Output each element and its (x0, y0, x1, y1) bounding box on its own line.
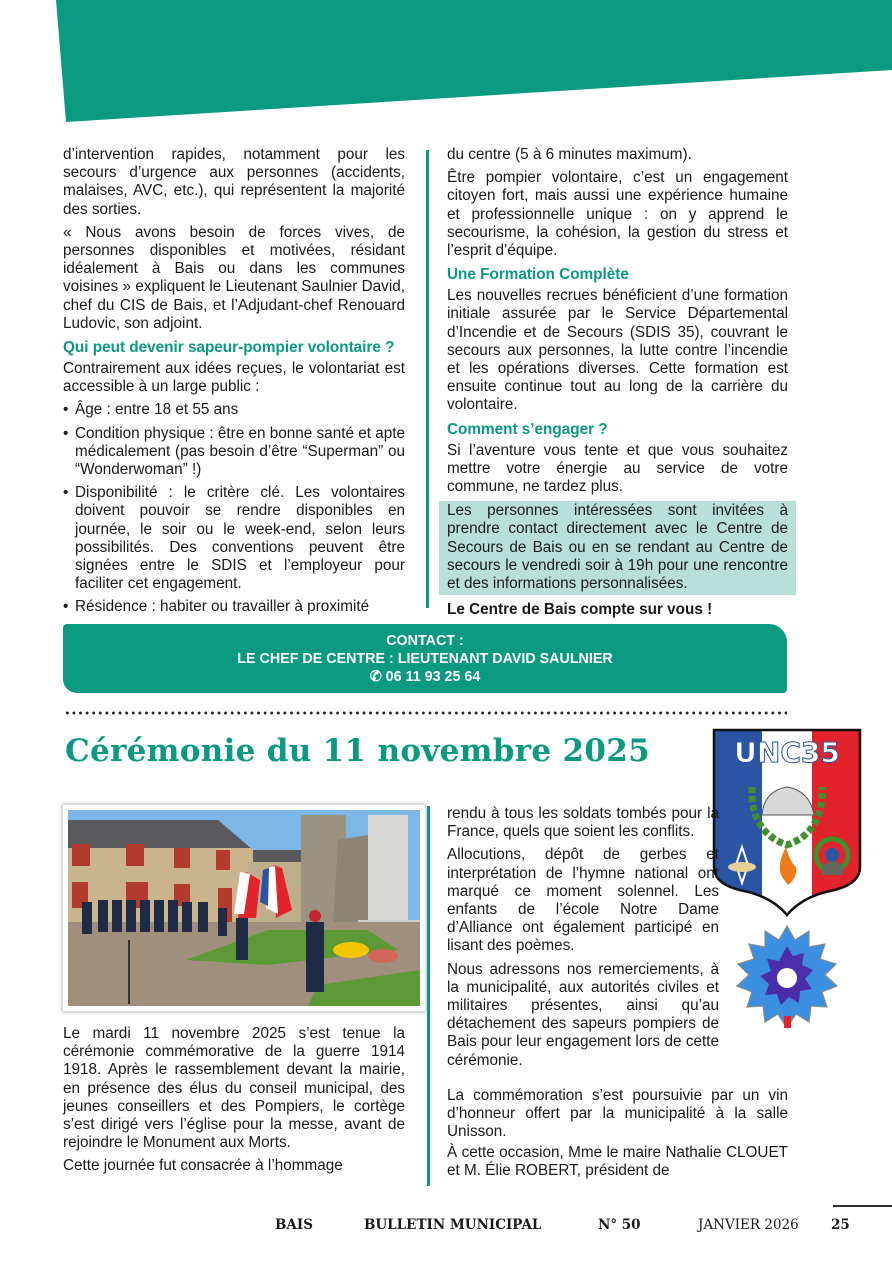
heading-who-can-join: Qui peut devenir sapeur-pompier volontaire ? (63, 339, 395, 357)
footer-town: BAIS (275, 1217, 313, 1233)
list-item: • Résidence : habiter ou travailler à proximité (63, 598, 370, 616)
article2-paragraph: À cette occasion, Mme le maire Nathalie CLOUET et M. Élie ROBERT, président de (447, 1143, 788, 1179)
contact-box (63, 624, 787, 693)
unc35-crest-logo (710, 727, 864, 917)
article2-paragraph: rendu à tous les soldats tombés pour la France, quels que soient les conflits. (447, 805, 719, 841)
bleuet-badge-logo (734, 925, 840, 1031)
ceremony-photo-frame (62, 804, 426, 1012)
bullet-icon: • (63, 424, 69, 442)
article1-paragraph: Contrairement aux idées reçues, le volontariat est accessible à un large public : (63, 360, 405, 396)
footer-rule (833, 1205, 892, 1207)
list-item: • Condition physique : être en bonne santé et apte médicalement (pas besoin d’être “Superman” ou “Wonderwoman” !) (63, 424, 405, 479)
ceremony-photo (68, 810, 420, 1006)
contact-phone[interactable]: 06 11 93 25 64 (385, 668, 481, 685)
article1-quote: « Nous avons besoin de forces vives, de personnes disponibles et motivées, résidant idéalement à Bais ou dans les communes voisines » expliquent le Lieutenant Saulnier David, chef du CIS de Bais, et l’Adjudant-chef Renouard Ludovic, son adjoint. (63, 223, 405, 332)
article1-right-column (447, 146, 788, 624)
article2-paragraph: Allocutions, dépôt de gerbes et interprétation de l’hymne national ont marqué ce moment solennel. Les enfants de l’école Notre Dame d’Alliance ont également participé en lisant des poèmes. (447, 846, 719, 955)
page-footer (0, 1214, 892, 1244)
column-divider (427, 806, 430, 1186)
bullet-icon: • (63, 598, 69, 616)
bullet-icon: • (63, 484, 69, 502)
column-divider (426, 150, 429, 608)
footer-issue: N° 50 (598, 1217, 641, 1233)
closing-line: Le Centre de Bais compte sur vous ! (447, 601, 713, 619)
footer-date: JANVIER 2026 (698, 1217, 799, 1233)
crest-text: UNC35 (734, 736, 840, 769)
article2-paragraph: Le mardi 11 novembre 2025 s’est tenue la cérémonie commémorative de la guerre 1914 1918. Après le rassemblement devant la mairie, en présence des élus du conseil municipal, des jeunes conseillers et des Pompiers, le cortège s’est dirigé vers l’église pour la messe, avant de rejoindre le Monument aux Morts. (63, 1025, 405, 1152)
article2-left-column (63, 1025, 405, 1181)
article1-paragraph: du centre (5 à 6 minutes maximum). (447, 146, 692, 163)
heading-training: Une Formation Complète (447, 266, 629, 284)
article1-paragraph: Être pompier volontaire, c’est un engagement citoyen fort, mais aussi une expérience humaine et professionnelle unique : on y apprend le secourisme, la cohésion, la gestion du stress et l’esprit d’équipe. (447, 169, 788, 260)
article2-paragraph: Nous adressons nos remerciements, à la municipalité, aux autorités civiles et militaires présentes, ainsi qu’au détachement des sapeurs pompiers de Bais pour leur engagement lors de cette cérémonie. (447, 960, 719, 1069)
contact-name: LE CHEF DE CENTRE : LIEUTENANT DAVID SAULNIER (237, 650, 613, 667)
dotted-separator (64, 710, 787, 716)
page-number: 25 (831, 1217, 850, 1233)
article1-paragraph: Les nouvelles recrues bénéficient d’une formation initiale assurée par le Service Départemental d’Incendie et de Secours (SDIS 35), couvrant le secours aux personnes, la lutte contre l’incendie et les opérations diverses. Cette formation est ensuite continue tout au long de la carrière du volontaire. (447, 287, 788, 414)
requirements-list (63, 401, 405, 616)
article1-paragraph: d’intervention rapides, notamment pour les secours d’urgence aux personnes (accidents, malaises, AVC, etc.), qui représentent la majorité des sorties. (63, 146, 405, 218)
article2-paragraph: La commémoration s’est poursuivie par un vin d’honneur offert par la municipalité à la salle Unisson. (447, 1087, 788, 1141)
heading-how-to-join: Comment s’engager ? (447, 420, 608, 438)
footer-publication: BULLETIN MUNICIPAL (364, 1217, 542, 1233)
header-banner (0, 0, 892, 125)
contact-phone-row (63, 668, 787, 686)
article2-right-column-continued (447, 1087, 788, 1185)
highlighted-callout: Les personnes intéressées sont invitées à prendre contact directement avec le Centre de Secours de Bais ou en se rendant au Centre de secours le vendredi soir à 19h pour une rencontre et des informations personnalisées. (439, 501, 796, 595)
article2-title: Cérémonie du 11 novembre 2025 (65, 733, 650, 769)
bullet-icon: • (63, 401, 69, 419)
phone-icon: ✆ (369, 668, 382, 685)
article2-right-column (447, 805, 719, 1075)
list-item: • Âge : entre 18 et 55 ans (63, 401, 239, 419)
list-item: • Disponibilité : le critère clé. Les volontaires doivent pouvoir se rendre disponibles en journée, le soir ou le week-end, selon leurs possibilités. Des conventions peuvent être signées entre le SDIS et l’employeur pour faciliter cet engagement. (63, 484, 405, 593)
contact-label: CONTACT : (386, 632, 464, 649)
article2-paragraph: Cette journée fut consacrée à l’hommage (63, 1157, 343, 1175)
article1-paragraph: Si l’aventure vous tente et que vous souhaitez mettre votre énergie au service de votre commune, ne tardez plus. (447, 441, 788, 496)
article1-left-column (63, 146, 405, 622)
